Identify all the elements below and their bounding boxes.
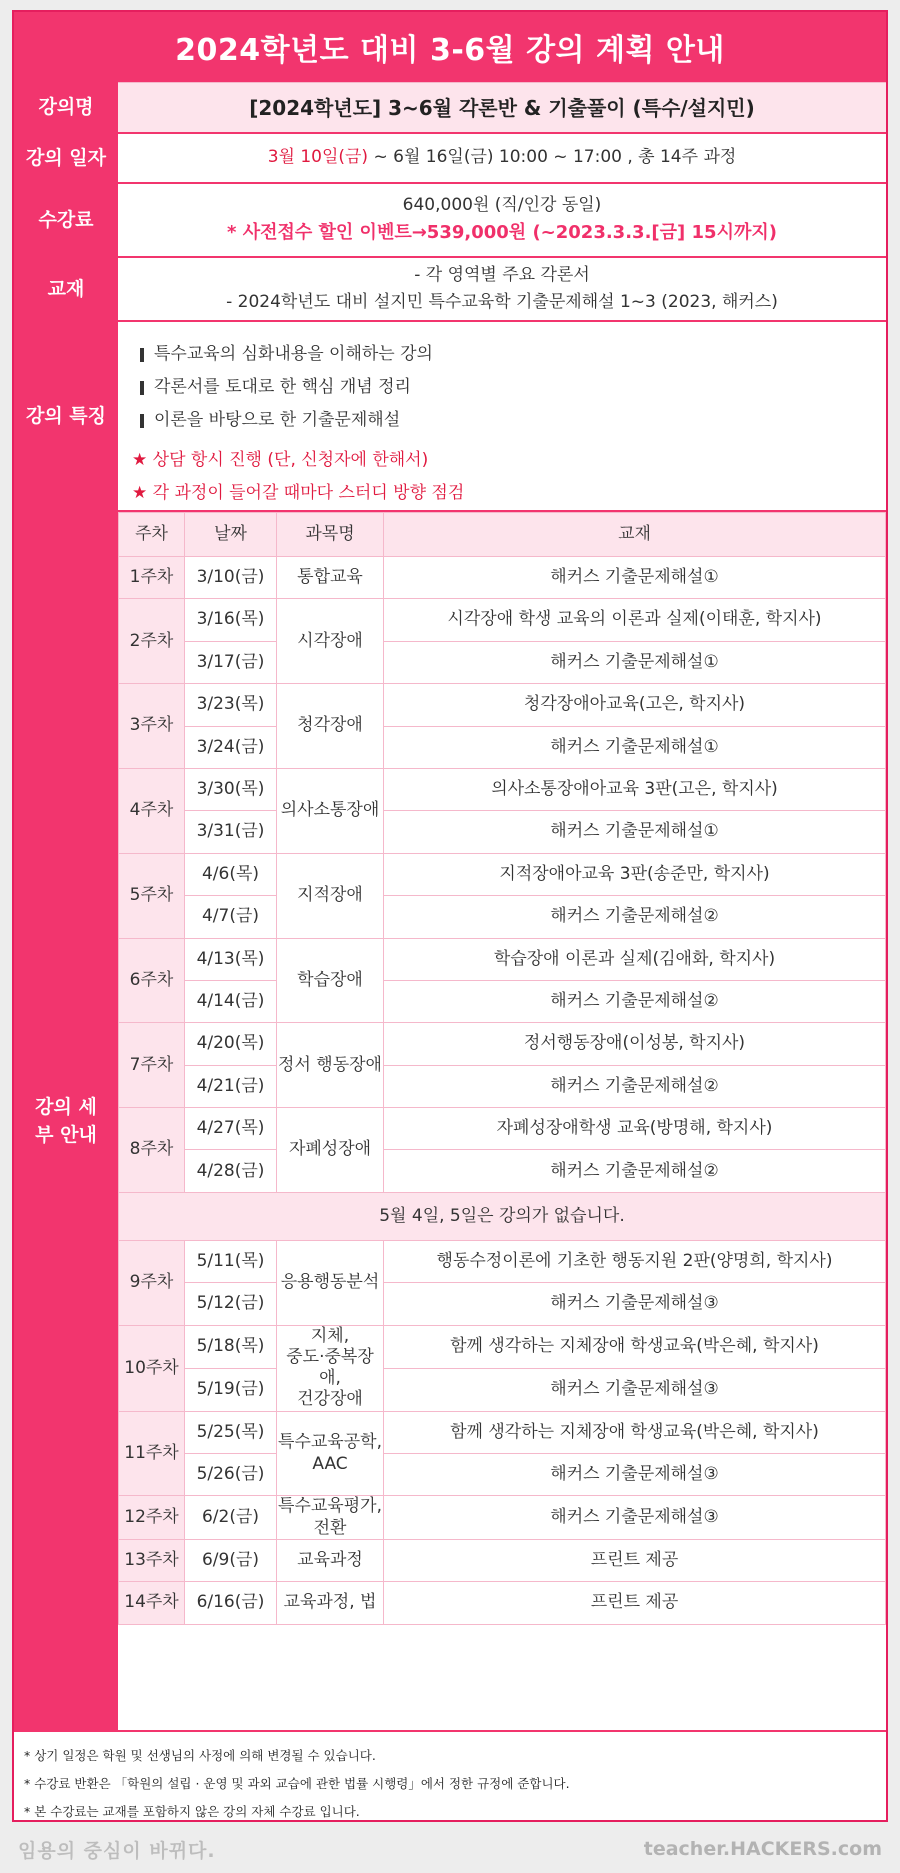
textbook-label: 교재 xyxy=(47,277,85,300)
header-subject: 과목명 xyxy=(277,513,384,557)
date-cell: 3/31(금) xyxy=(185,811,277,853)
table-row xyxy=(119,684,886,726)
bullet-bar-icon xyxy=(140,381,144,395)
fee-row xyxy=(14,184,886,256)
header-date: 날짜 xyxy=(185,513,277,557)
table-row xyxy=(119,896,886,938)
week-cell: 11주차 xyxy=(119,1411,185,1496)
week-cell: 8주차 xyxy=(119,1108,185,1193)
textbook-cell: 함께 생각하는 지체장애 학생교육(박은혜, 학지사) xyxy=(384,1325,886,1368)
textbook-cell: 자폐성장애학생 교육(방명해, 학지사) xyxy=(384,1108,886,1150)
textbook-row xyxy=(14,258,886,320)
header-textbook: 교재 xyxy=(384,513,886,557)
schedule-card xyxy=(12,10,888,1822)
textbook-cell: 의사소통장애아교육 3판(고은, 학지사) xyxy=(384,768,886,810)
table-row xyxy=(119,1496,886,1540)
feature-item: 이론을 바탕으로 한 기출문제해설 xyxy=(132,404,400,437)
dates-start: 3월 10일(금) xyxy=(267,147,369,168)
week-cell: 4주차 xyxy=(119,768,185,853)
textbook-cell: 해커스 기출문제해설① xyxy=(384,811,886,853)
table-row xyxy=(119,557,886,599)
table-row xyxy=(119,1240,886,1282)
dates-label: 강의 일자 xyxy=(25,146,107,169)
bullet-bar-icon xyxy=(140,348,144,362)
course-name-label: 강의명 xyxy=(38,95,94,118)
date-cell: 4/21(금) xyxy=(185,1065,277,1107)
date-cell: 3/23(목) xyxy=(185,684,277,726)
textbook-cell: 해커스 기출문제해설② xyxy=(384,1065,886,1107)
week-cell: 14주차 xyxy=(119,1582,185,1624)
table-row xyxy=(119,853,886,895)
subject-cell: 학습장애 xyxy=(277,938,384,1023)
footnote: * 수강료 반환은 「학원의 설립 · 운영 및 과외 교습에 관한 법률 시행령」에서 정한 규정에 준합니다. xyxy=(24,1776,570,1791)
feature-item: 각론서를 토대로 한 핵심 개념 정리 xyxy=(132,371,411,404)
textbook-cell: 해커스 기출문제해설① xyxy=(384,557,886,599)
textbook-cell: 해커스 기출문제해설② xyxy=(384,896,886,938)
date-cell: 3/16(목) xyxy=(185,599,277,641)
footnotes xyxy=(14,1732,886,1820)
features-label: 강의 특징 xyxy=(25,404,107,427)
features-list xyxy=(118,322,886,510)
feature-item: 특수교육의 심화내용을 이해하는 강의 xyxy=(132,338,433,371)
schedule-label: 강의 세부 안내 xyxy=(35,1095,97,1146)
date-cell: 4/20(목) xyxy=(185,1023,277,1065)
schedule-row xyxy=(14,512,886,1730)
table-row xyxy=(119,1411,886,1453)
subject-cell: 통합교육 xyxy=(277,557,384,599)
dates-rest: ~ 6월 16일(금) 10:00 ~ 17:00 , 총 14주 과정 xyxy=(368,147,737,168)
table-row xyxy=(119,1582,886,1624)
table-row xyxy=(119,1368,886,1411)
date-cell: 5/12(금) xyxy=(185,1283,277,1325)
bottom-bar xyxy=(18,1834,882,1864)
date-cell: 5/26(금) xyxy=(185,1454,277,1496)
bullet-bar-icon xyxy=(140,414,144,428)
date-cell: 4/28(금) xyxy=(185,1150,277,1192)
date-cell: 3/24(금) xyxy=(185,726,277,768)
table-row xyxy=(119,599,886,641)
table-row xyxy=(119,1539,886,1581)
footnote: * 본 수강료는 교재를 포함하지 않은 강의 자체 수강료 입니다. xyxy=(24,1804,360,1819)
textbook-cell: 행동수정이론에 기초한 행동지원 2판(양명희, 학지사) xyxy=(384,1240,886,1282)
textbook-cell: 프린트 제공 xyxy=(384,1582,886,1624)
table-row xyxy=(119,768,886,810)
table-row xyxy=(119,1065,886,1107)
fee-event: * 사전접수 할인 이벤트→539,000원 (~2023.3.3.[금] 15시까지) xyxy=(227,222,777,244)
textbook-cell: 함께 생각하는 지체장애 학생교육(박은혜, 학지사) xyxy=(384,1411,886,1453)
schedule-table-wrap xyxy=(118,512,886,1730)
date-cell: 5/18(목) xyxy=(185,1325,277,1368)
week-cell: 13주차 xyxy=(119,1539,185,1581)
textbook-cell: 해커스 기출문제해설② xyxy=(384,980,886,1022)
date-cell: 3/10(금) xyxy=(185,557,277,599)
table-row xyxy=(119,1150,886,1192)
table-row xyxy=(119,1283,886,1325)
week-cell: 12주차 xyxy=(119,1496,185,1540)
textbook-cell: 해커스 기출문제해설③ xyxy=(384,1283,886,1325)
week-cell: 9주차 xyxy=(119,1240,185,1325)
textbook-cell: 해커스 기출문제해설③ xyxy=(384,1496,886,1540)
week-cell: 5주차 xyxy=(119,853,185,938)
textbook-value xyxy=(118,258,886,320)
date-cell: 4/14(금) xyxy=(185,980,277,1022)
date-cell: 6/9(금) xyxy=(185,1539,277,1581)
subject-cell: 시각장애 xyxy=(277,599,384,684)
subject-cell: 응용행동분석 xyxy=(277,1240,384,1325)
slogan: 임용의 중심이 바뀌다. xyxy=(18,1839,216,1862)
subject-cell: 교육과정 xyxy=(277,1539,384,1581)
date-cell: 3/17(금) xyxy=(185,641,277,683)
textbook-cell: 해커스 기출문제해설① xyxy=(384,726,886,768)
textbook-cell: 프린트 제공 xyxy=(384,1539,886,1581)
fee-value xyxy=(118,184,886,256)
schedule-table xyxy=(118,512,886,1625)
subject-cell: 정서 행동장애 xyxy=(277,1023,384,1108)
textbook-cell: 해커스 기출문제해설③ xyxy=(384,1454,886,1496)
subject-cell: 특수교육평가, 전환 xyxy=(278,1496,382,1538)
subject-cell: 자폐성장애 xyxy=(277,1108,384,1193)
table-row xyxy=(119,1454,886,1496)
subject-cell: 청각장애 xyxy=(277,684,384,769)
textbook-cell: 해커스 기출문제해설① xyxy=(384,641,886,683)
page-title: 2024학년도 대비 3-6월 강의 계획 안내 xyxy=(175,33,725,68)
dates-row xyxy=(14,134,886,182)
date-cell: 5/25(목) xyxy=(185,1411,277,1453)
table-row xyxy=(119,641,886,683)
course-name-row xyxy=(14,82,886,132)
table-row xyxy=(119,811,886,853)
dates-value xyxy=(118,134,886,182)
date-cell: 3/30(목) xyxy=(185,768,277,810)
features-row xyxy=(14,322,886,510)
feature-star-note: ★ 상담 항시 진행 (단, 신청자에 한해서) xyxy=(132,450,429,470)
header-week: 주차 xyxy=(119,513,185,557)
textbook-cell: 시각장애 학생 교육의 이론과 실제(이태훈, 학지사) xyxy=(384,599,886,641)
textbook-line: - 2024학년도 대비 설지민 특수교육학 기출문제해설 1~3 (2023, 해커스) xyxy=(226,292,778,312)
fee-price: 640,000원 (직/인강 동일) xyxy=(402,195,602,215)
date-cell: 4/6(목) xyxy=(185,853,277,895)
table-row xyxy=(119,1325,886,1368)
textbook-cell: 해커스 기출문제해설③ xyxy=(384,1368,886,1411)
subject-cell: 특수교육공학, AAC xyxy=(277,1411,384,1496)
subject-cell: 지적장애 xyxy=(277,853,384,938)
week-cell: 6주차 xyxy=(119,938,185,1023)
date-cell: 6/16(금) xyxy=(185,1582,277,1624)
table-row xyxy=(119,1023,886,1065)
no-class-note-row xyxy=(119,1192,886,1240)
date-cell: 5/19(금) xyxy=(185,1368,277,1411)
table-row xyxy=(119,1108,886,1150)
subject-cell: 의사소통장애 xyxy=(277,768,384,853)
textbook-cell: 학습장애 이론과 실제(김애화, 학지사) xyxy=(384,938,886,980)
week-cell: 10주차 xyxy=(119,1325,185,1411)
site-link[interactable]: teacher.HACKERS.com xyxy=(643,1838,882,1860)
week-cell: 3주차 xyxy=(119,684,185,769)
table-row xyxy=(119,726,886,768)
date-cell: 5/11(목) xyxy=(185,1240,277,1282)
subject-cell: 교육과정, 법 xyxy=(277,1582,384,1624)
table-row xyxy=(119,938,886,980)
feature-star-note: ★ 각 과정이 들어갈 때마다 스터디 방향 점검 xyxy=(132,483,465,503)
week-cell: 1주차 xyxy=(119,557,185,599)
textbook-cell: 해커스 기출문제해설② xyxy=(384,1150,886,1192)
textbook-cell: 정서행동장애(이성봉, 학지사) xyxy=(384,1023,886,1065)
table-row xyxy=(119,980,886,1022)
date-cell: 4/7(금) xyxy=(185,896,277,938)
footnote: * 상기 일정은 학원 및 선생님의 사정에 의해 변경될 수 있습니다. xyxy=(24,1748,376,1763)
date-cell: 4/27(목) xyxy=(185,1108,277,1150)
date-cell: 4/13(목) xyxy=(185,938,277,980)
textbook-cell: 지적장애아교육 3판(송준만, 학지사) xyxy=(384,853,886,895)
course-name-value: [2024학년도] 3~6월 각론반 & 기출풀이 (특수/설지민) xyxy=(118,82,886,132)
no-class-note: 5월 4일, 5일은 강의가 없습니다. xyxy=(119,1192,886,1240)
textbook-line: - 각 영역별 주요 각론서 xyxy=(414,264,590,285)
textbook-cell: 청각장애아교육(고은, 학지사) xyxy=(384,684,886,726)
subject-cell: 지체, 중도·중복장애, 건강장애 xyxy=(277,1325,384,1411)
fee-label: 수강료 xyxy=(38,208,94,231)
week-cell: 2주차 xyxy=(119,599,185,684)
week-cell: 7주차 xyxy=(119,1023,185,1108)
date-cell: 6/2(금) xyxy=(185,1496,277,1540)
